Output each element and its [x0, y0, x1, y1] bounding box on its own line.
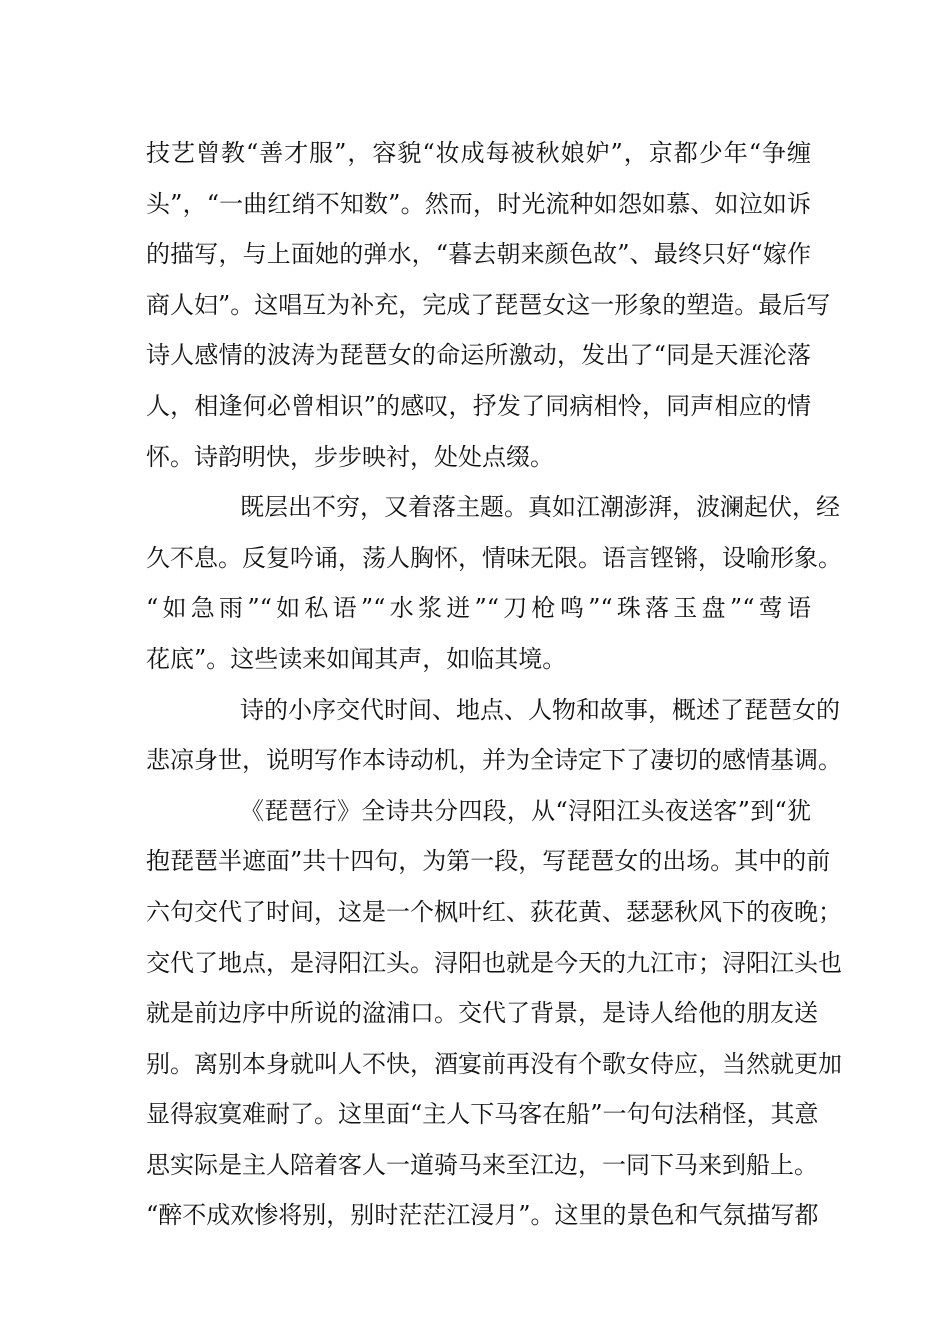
text-line: 《琵琶行》全诗共分四段，从“浔阳江头夜送客”到“犹 — [240, 796, 811, 825]
text-line: 头”，“一曲红绡不知数”。然而，时光流种如怨如慕、如泣如诉 — [146, 189, 811, 218]
text-line: “如急雨”“如私语”“水浆迸”“刀枪鸣”“珠落玉盘”“莺语 — [146, 594, 811, 623]
text-line: 花底”。这些读来如闻其声，如临其境。 — [146, 644, 567, 673]
text-line: 既层出不穷，又着落主题。真如江潮澎湃，波澜起伏，经 — [240, 493, 840, 522]
text-line: 交代了地点，是浔阳江头。浔阳也就是今天的九江市；浔阳江头也 — [146, 948, 842, 977]
text-line: 商人妇”。这唱互为补充，完成了琵琶女这一形象的塑造。最后写 — [146, 290, 831, 319]
text-line: 显得寂寞难耐了。这里面“主人下马客在船”一句句法稍怪，其意 — [146, 1100, 819, 1129]
text-line: 六句交代了时间，这是一个枫叶红、荻花黄、瑟瑟秋风下的夜晚； — [146, 897, 842, 926]
text-line: 怀。诗韵明快，步步映衬，处处点缀。 — [146, 442, 554, 471]
text-line: 人，相逢何必曾相识”的感叹，抒发了同病相怜，同声相应的情 — [146, 391, 811, 420]
text-line: “醉不成欢惨将别，别时茫茫江浸月”。这里的景色和气氛描写都 — [146, 1201, 819, 1230]
text-line: 悲凉身世，说明写作本诗动机，并为全诗定下了凄切的感情基调。 — [146, 746, 842, 775]
text-line: 诗的小序交代时间、地点、人物和故事，概述了琵琶女的 — [240, 695, 840, 724]
text-line: 久不息。反复吟诵，荡人胸怀，情味无限。语言铿锵，设喻形象。 — [146, 543, 842, 572]
text-line: 抱琵琶半遮面”共十四句，为第一段，写琵琶女的出场。其中的前 — [146, 847, 831, 876]
text-line: 的描写，与上面她的弹水，“暮去朝来颜色故”、最终只好“嫁作 — [146, 240, 811, 269]
text-line: 诗人感情的波涛为琵琶女的命运所激动，发出了“同是天涯沦落 — [146, 341, 811, 370]
text-line: 思实际是主人陪着客人一道骑马来至江边，一同下马来到船上。 — [146, 1150, 818, 1179]
text-line: 技艺曾教“善才服”，容貌“妆成每被秋娘妒”，京都少年“争缠 — [146, 139, 811, 167]
body-text — [146, 128, 842, 1241]
text-line: 就是前边序中所说的湓浦口。交代了背景，是诗人给他的朋友送 — [146, 999, 818, 1028]
text-line: 别。离别本身就叫人不快，酒宴前再没有个歌女侍应，当然就更加 — [146, 1049, 842, 1078]
